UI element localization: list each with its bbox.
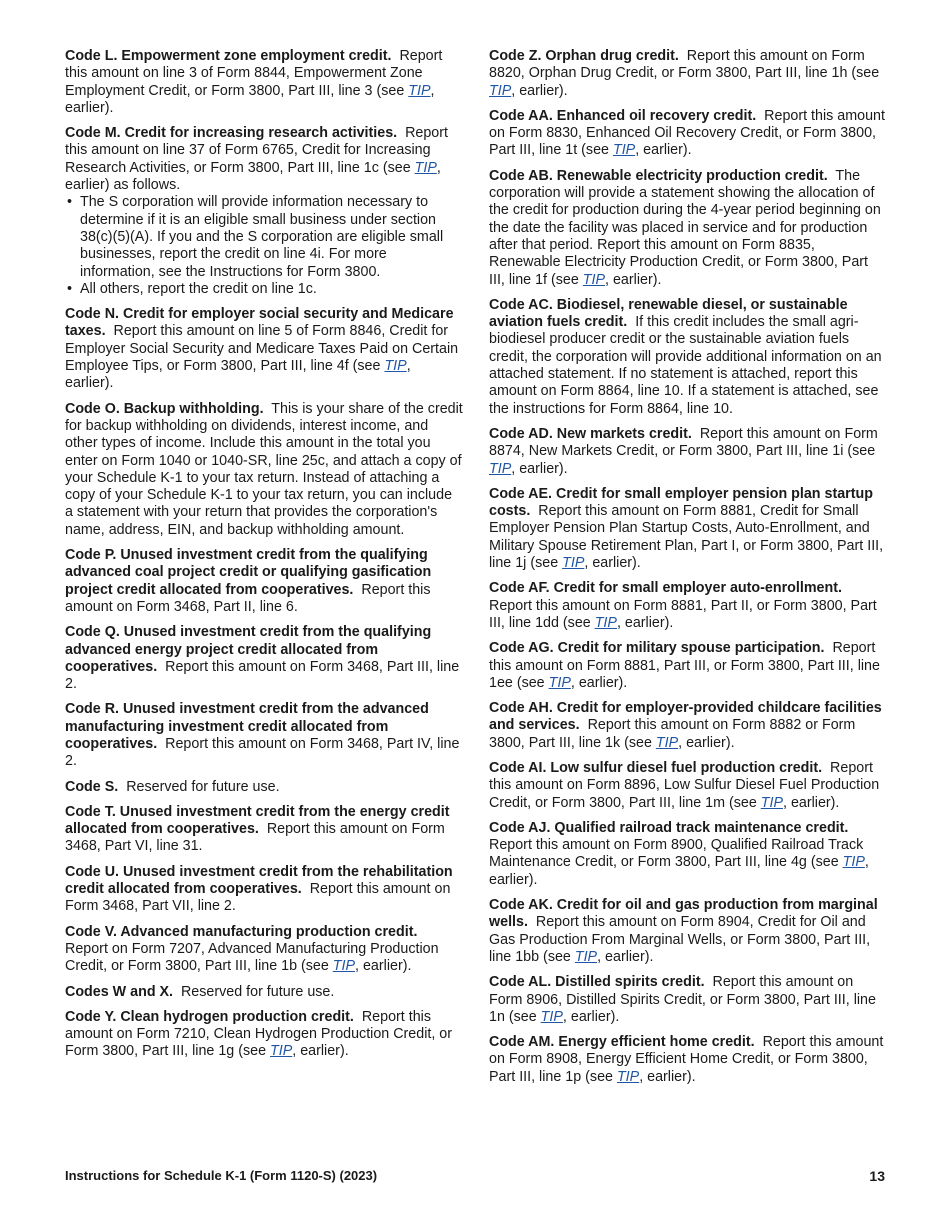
tip-link[interactable]: TIP [408, 82, 431, 99]
entry-text: Report this amount on Form 7210, Clean Hydrogen Production Credit, or Form 3800, Part III, line 1g (see [65, 1008, 453, 1060]
entry-title: Code AG. Credit for military spouse participation. [489, 640, 825, 657]
entry-text: Report this amount on Form 8830, Enhanced Oil Recovery Credit, or Form 3800, Part III, line 1t (see [489, 107, 885, 159]
entry-text: Report this amount on Form 8881, Part II, or Form 3800, Part III, line 1dd (see [489, 597, 877, 631]
right-column [489, 48, 885, 1094]
code-entry [489, 974, 885, 1026]
tip-link[interactable]: TIP [574, 948, 598, 965]
entry-title: Code AM. Energy efficient home credit. [489, 1034, 755, 1051]
tip-link[interactable]: TIP [562, 555, 585, 572]
tip-link[interactable]: TIP [414, 159, 437, 176]
entry-title: Code AI. Low sulfur diesel fuel production credit. [489, 759, 823, 776]
entry-title: Code M. Credit for increasing research activities. [65, 125, 398, 142]
entry-title: Code AE. Credit for small employer pension plan startup costs. [489, 485, 873, 520]
code-entry [65, 306, 463, 392]
code-entry [65, 125, 463, 298]
entry-title: Code O. Backup withholding. [65, 400, 264, 417]
entry-text: Report this amount on Form 8904, Credit for Oil and Gas Production From Marginal Wells, or Form 3800, Part III, line 1bb (see [489, 914, 871, 965]
entry-title: Code AF. Credit for small employer auto-enrollment. [489, 580, 842, 597]
entry-text: Report this amount on Form 3468, Part VII, line 2. [65, 881, 451, 915]
code-entry [489, 168, 885, 289]
code-entry [65, 701, 463, 770]
left-column [65, 48, 463, 1069]
tip-link[interactable]: TIP [760, 794, 783, 811]
tip-link[interactable]: TIP [582, 271, 606, 288]
code-entry [489, 580, 885, 632]
tip-link[interactable]: TIP [842, 854, 865, 871]
code-entry [489, 640, 885, 692]
entry-text: , earlier). [65, 358, 411, 392]
entry-text: , earlier). [605, 271, 662, 288]
entry-text: This is your share of the credit for backup withholding on dividends, interest income, and other types of income. Include this amount in the total you enter on Form 1040 or 1040-SR, line 25c, and attach a copy of your Schedule K-1 to your tax return. Instead of attaching a copy of your Schedule K-1 to your tax return, you can include a statement with your return that provides the corporation's name, address, EIN, and backup withholding amount. [65, 400, 463, 538]
tip-link[interactable]: TIP [489, 460, 512, 477]
code-entry [489, 1034, 885, 1086]
code-entry [65, 547, 463, 616]
tip-link[interactable]: TIP [384, 358, 407, 375]
entry-title: Code T. Unused investment credit from the energy credit allocated from cooperatives. [65, 803, 450, 838]
code-entry [65, 401, 463, 539]
code-entry [65, 984, 463, 1001]
bullet-item [65, 281, 463, 298]
entry-title: Code AJ. Qualified railroad track maintenance credit. [489, 819, 849, 836]
code-entry [489, 820, 885, 889]
entry-text: , earlier). [783, 794, 840, 811]
entry-title: Code AL. Distilled spirits credit. [489, 974, 705, 991]
entry-title: Code N. Credit for employer social security and Medicare taxes. [65, 306, 454, 340]
entry-text: Reserved for future use. [180, 983, 335, 1000]
entry-text: Report this amount on line 37 of Form 6765, Credit for Increasing Research Activities, or Form 3800, Part III, line 1c (see [65, 125, 448, 176]
entry-title: Code R. Unused investment credit from the advanced manufacturing investment credit allocated from cooperatives. [65, 701, 429, 752]
code-entry [65, 804, 463, 856]
bullet-icon: • [67, 194, 73, 211]
entry-text: Report this amount on Form 8881, Part III, or Form 3800, Part III, line 1ee (see [489, 640, 880, 691]
entry-text: , earlier). [678, 734, 735, 751]
tip-link[interactable]: TIP [548, 674, 571, 691]
entry-title: Code Y. Clean hydrogen production credit. [65, 1008, 354, 1025]
code-entry [65, 48, 463, 117]
entry-title: Code S. [65, 778, 119, 795]
bullet-text: The S corporation will provide information necessary to determine if it is an eligible small business under section 38(c)(5)(A). If you and the S corporation are eligible small businesses, report the credit on line 4i. For more information, see the Instructions for Form 3800. [80, 194, 444, 280]
entry-text: , earlier) as follows. [65, 159, 441, 194]
entry-text: , earlier). [597, 948, 654, 965]
entry-text: , earlier). [511, 82, 568, 99]
entry-text: Report this amount on line 3 of Form 8844, Empowerment Zone Employment Credit, or Form 3800, Part III, line 3 (see [65, 48, 443, 99]
code-entry [489, 897, 885, 966]
entry-title: Code L. Empowerment zone employment credit. [65, 48, 392, 64]
entry-text: , earlier). [562, 1008, 620, 1025]
entry-title: Code P. Unused investment credit from the qualifying advanced coal project credit or qualifying gasification project credit allocated from cooperatives. [65, 547, 432, 598]
entry-text: Report this amount on Form 3468, Part IV, line 2. [65, 735, 460, 770]
code-entry [489, 700, 885, 752]
entry-title: Code AC. Biodiesel, renewable diesel, or sustainable aviation fuels credit. [489, 296, 848, 331]
code-entry [489, 48, 885, 100]
entry-text: Report this amount on Form 8820, Orphan Drug Credit, or Form 3800, Part III, line 1h (see [489, 48, 880, 82]
entry-title: Code V. Advanced manufacturing production credit. [65, 923, 418, 940]
tip-link[interactable]: TIP [612, 142, 636, 159]
entry-text: Report this amount on Form 8906, Distilled Spirits Credit, or Form 3800, Part III, line 1n (see [489, 974, 876, 1025]
entry-title: Code AD. New markets credit. [489, 425, 692, 442]
entry-text: Reserved for future use. [126, 778, 280, 795]
tip-link[interactable]: TIP [616, 1068, 640, 1085]
tip-link[interactable]: TIP [540, 1008, 563, 1025]
code-entry [489, 108, 885, 160]
code-entry [65, 624, 463, 693]
code-entry [489, 486, 885, 572]
entry-text: , earlier). [584, 555, 641, 572]
entry-text: If this credit includes the small agri-biodiesel producer credit or the sustainable aviation fuels credit, the corporation will provide additional information on an attached statement. If no statement is attached, report this amount on Form 8864, line 10. If a statement is attached, see the instructions for Form 8864, line 10. [489, 314, 882, 417]
entry-text: Report this amount on Form 8896, Low Sulfur Diesel Fuel Production Credit, or Form 3800, Part III, line 1m (see [489, 759, 880, 811]
bullet-item [65, 194, 463, 280]
code-entry [489, 297, 885, 418]
entry-text: , earlier). [489, 854, 869, 888]
entry-title: Code AH. Credit for employer-provided childcare facilities and services. [489, 700, 882, 734]
code-entry [65, 924, 463, 976]
entry-title: Code U. Unused investment credit from the rehabilitation credit allocated from cooperatives. [65, 863, 453, 898]
entry-text: , earlier). [511, 460, 568, 477]
entry-title: Code Q. Unused investment credit from the qualifying advanced energy project credit allocated from cooperatives. [65, 624, 432, 675]
tip-link[interactable]: TIP [655, 734, 679, 751]
bullet-icon: • [67, 280, 73, 297]
entry-text: Report on Form 7207, Advanced Manufacturing Production Credit, or Form 3800, Part III, line 1b (see [65, 940, 439, 975]
entry-text: , earlier). [65, 82, 435, 116]
entry-text: , earlier). [635, 142, 692, 159]
entry-text: Report this amount on Form 3468, Part II, line 6. [65, 581, 431, 615]
footer-title: Instructions for Schedule K-1 (Form 1120-S) (2023) [65, 1168, 378, 1183]
entry-title: Codes W and X. [65, 983, 174, 1000]
entry-text: Report this amount on line 5 of Form 8846, Credit for Employer Social Security and Medicare Taxes Paid on Certain Employee Tips, or Form 3800, Part III, line 4f (see [65, 323, 459, 375]
entry-text: Report this amount on Form 8882 or Form 3800, Part III, line 1k (see [489, 717, 856, 751]
tip-link[interactable]: TIP [594, 614, 617, 631]
code-entry [489, 426, 885, 478]
bullet-text: All others, report the credit on line 1c. [80, 280, 317, 297]
entry-text: Report this amount on Form 8908, Energy Efficient Home Credit, or Form 3800, Part III, line 1p (see [489, 1034, 884, 1085]
entry-text: Report this amount on Form 3468, Part III, line 2. [65, 658, 460, 693]
entry-text: , earlier). [616, 614, 674, 631]
code-entry [489, 760, 885, 812]
code-entry [65, 779, 463, 796]
entry-title: Code Z. Orphan drug credit. [489, 48, 679, 64]
entry-text: Report this amount on Form 8874, New Markets Credit, or Form 3800, Part III, line 1i (see [489, 425, 878, 460]
entry-title: Code AB. Renewable electricity production credit. [489, 167, 828, 184]
entry-title: Code AA. Enhanced oil recovery credit. [489, 107, 757, 124]
entry-text: , earlier). [570, 674, 628, 691]
tip-link[interactable]: TIP [332, 958, 356, 975]
code-entry [65, 1009, 463, 1061]
tip-link[interactable]: TIP [489, 82, 512, 99]
entry-text: The corporation will provide a statement showing the allocation of the credit for production during the 4-year period beginning on the date the facility was placed in service and for production after that period. Report this amount on Form 8835, Renewable Electricity Production Credit, or Form 3800, Part III, line 1f (see [489, 167, 881, 288]
entry-text: , earlier). [292, 1043, 349, 1060]
entry-text: , earlier). [355, 958, 412, 975]
entry-text: , earlier). [639, 1068, 696, 1085]
entry-title: Code AK. Credit for oil and gas production from marginal wells. [489, 897, 878, 931]
code-entry [65, 864, 463, 916]
page-number: 13 [869, 1168, 885, 1184]
entry-text: Report this amount on Form 3468, Part VI, line 31. [65, 821, 445, 855]
tip-link[interactable]: TIP [270, 1043, 293, 1060]
entry-text: Report this amount on Form 8881, Credit for Small Employer Pension Plan Startup Costs, Auto-Enrollment, and Military Spouse Retirement Plan, Part I, or Form 3800, Part III, line 1j (see [489, 503, 884, 572]
entry-text: Report this amount on Form 8900, Qualified Railroad Track Maintenance Credit, or Form 3800, Part III, line 4g (see [489, 837, 864, 871]
